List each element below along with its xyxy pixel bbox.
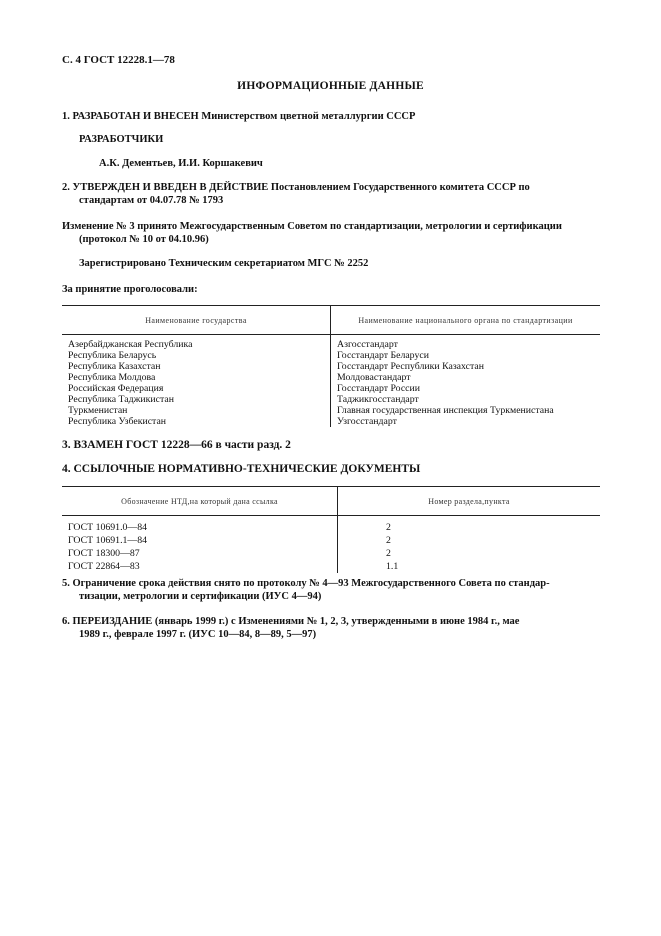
voting-table bbox=[62, 305, 600, 427]
state-name: Республика Казахстан bbox=[62, 361, 331, 372]
state-name: Азербайджанская Республика bbox=[62, 339, 331, 350]
table-row bbox=[62, 405, 600, 416]
reference-section: 1.1 bbox=[386, 561, 399, 572]
section-3: 3. ВЗАМЕН ГОСТ 12228—66 в части разд. 2 bbox=[62, 439, 291, 451]
section-5-line-2: тизации, метрологии и сертификации (ИУС 4—94) bbox=[79, 591, 322, 602]
reference-section: 2 bbox=[386, 548, 391, 559]
state-name: Республика Узбекистан bbox=[62, 416, 331, 427]
state-name: Туркменистан bbox=[62, 405, 331, 416]
registration-note: Зарегистрировано Техническим секретариатом МГС № 2252 bbox=[79, 258, 369, 269]
standards-body: Главная государственная инспекция Туркменистана bbox=[337, 405, 554, 416]
state-name: Республика Таджикистан bbox=[62, 394, 331, 405]
standards-body: Госстандарт России bbox=[337, 383, 420, 394]
table-row bbox=[62, 361, 600, 372]
reference-document: ГОСТ 10691.0—84 bbox=[62, 521, 338, 534]
section-1 bbox=[62, 110, 415, 123]
change-note bbox=[62, 220, 602, 246]
section-4: 4. ССЫЛОЧНЫЕ НОРМАТИВНО-ТЕХНИЧЕСКИЕ ДОКУМЕНТЫ bbox=[62, 463, 421, 475]
voting-table-col-body: Наименование национального органа по стандартизации bbox=[331, 306, 601, 335]
references-table bbox=[62, 486, 600, 573]
standards-body: Госстандарт Республики Казахстан bbox=[337, 361, 484, 372]
page-title: ИНФОРМАЦИОННЫЕ ДАННЫЕ bbox=[237, 80, 424, 92]
state-name: Республика Беларусь bbox=[62, 350, 331, 361]
table-row bbox=[62, 339, 600, 350]
section-5-line-1: 5. Ограничение срока действия снято по протоколу № 4—93 Межгосударственного Совета по стандар- bbox=[62, 578, 550, 589]
section-2-line-1: УТВЕРЖДЕН И ВВЕДЕН В ДЕЙСТВИЕ Постановлением Государственного комитета СССР по bbox=[72, 182, 530, 193]
section-1-number: 1. bbox=[62, 111, 70, 122]
table-row bbox=[62, 350, 600, 361]
section-2 bbox=[62, 181, 602, 207]
voting-table-header bbox=[62, 306, 600, 335]
voting-table-col-state: Наименование государства bbox=[62, 306, 331, 335]
section-1-heading: РАЗРАБОТАН И ВНЕСЕН Министерством цветной металлургии СССР bbox=[72, 111, 416, 122]
voted-label: За принятие проголосовали: bbox=[62, 284, 198, 295]
section-5 bbox=[62, 577, 602, 603]
table-row bbox=[62, 383, 600, 394]
section-6 bbox=[62, 615, 602, 641]
standards-body: Таджикгосстандарт bbox=[337, 394, 419, 405]
developers-names: А.К. Дементьев, И.И. Коршакевич bbox=[99, 158, 263, 169]
section-2-line-2: стандартам от 04.07.78 № 1793 bbox=[79, 195, 224, 206]
reference-document: ГОСТ 18300—87 bbox=[62, 547, 338, 560]
section-2-number: 2. bbox=[62, 182, 70, 193]
state-name: Республика Молдова bbox=[62, 372, 331, 383]
reference-section: 2 bbox=[386, 522, 391, 533]
change-note-line-1: Изменение № 3 принято Межгосударственным Советом по стандартизации, метрологии и сертификации bbox=[62, 221, 562, 232]
change-note-line-2: (протокол № 10 от 04.10.96) bbox=[79, 234, 209, 245]
table-row bbox=[62, 534, 600, 547]
standards-body: Узгосстандарт bbox=[337, 416, 397, 427]
section-6-line-2: 1989 г., феврале 1997 г. (ИУС 10—84, 8—89, 5—97) bbox=[79, 629, 317, 640]
reference-document: ГОСТ 22864—83 bbox=[62, 560, 338, 573]
table-row bbox=[62, 560, 600, 573]
standards-body: Госстандарт Беларуси bbox=[337, 350, 429, 361]
table-row bbox=[62, 394, 600, 405]
standards-body: Азгосстандарт bbox=[337, 339, 398, 350]
table-row bbox=[62, 547, 600, 560]
developers-label: РАЗРАБОТЧИКИ bbox=[79, 134, 164, 145]
reference-section: 2 bbox=[386, 535, 391, 546]
page-header: С. 4 ГОСТ 12228.1—78 bbox=[62, 54, 175, 66]
table-row bbox=[62, 372, 600, 383]
references-col-section: Номер раздела,пункта bbox=[338, 487, 601, 516]
standards-body: Молдовастандарт bbox=[337, 372, 411, 383]
section-6-line-1: 6. ПЕРЕИЗДАНИЕ (январь 1999 г.) с Изменениями № 1, 2, 3, утвержденными в июне 1984 г., мае bbox=[62, 616, 520, 627]
table-row bbox=[62, 416, 600, 427]
table-row bbox=[62, 521, 600, 534]
state-name: Российская Федерация bbox=[62, 383, 331, 394]
references-table-header bbox=[62, 487, 600, 516]
references-col-document: Обозначение НТД,на который дана ссылка bbox=[62, 487, 338, 516]
reference-document: ГОСТ 10691.1—84 bbox=[62, 534, 338, 547]
